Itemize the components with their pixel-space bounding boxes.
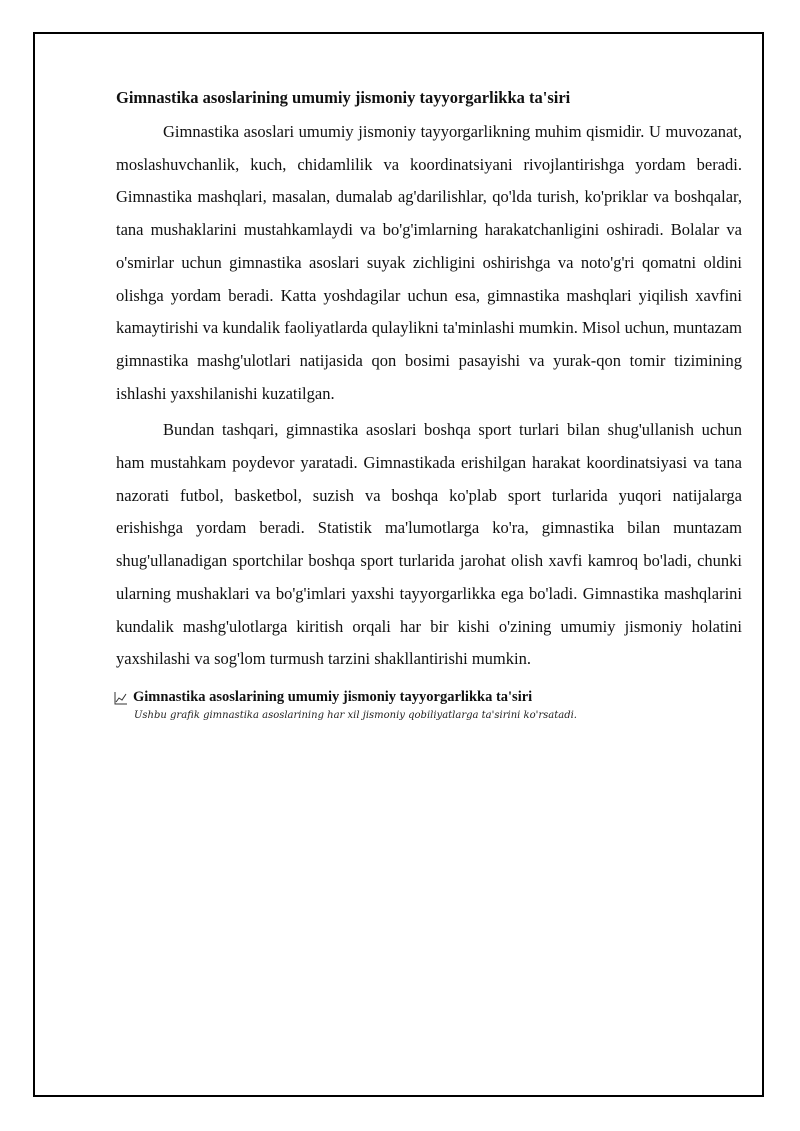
figure-title: Gimnastika asoslarining umumiy jismoniy tayyorgarlikka ta'siri bbox=[133, 688, 533, 705]
chart-increasing-icon bbox=[114, 690, 128, 704]
figure-caption: Ushbu grafik gimnastika asoslarining har xil jismoniy qobiliyatlarga ta'sirini ko'rsatadi. bbox=[134, 709, 577, 721]
paragraph-2: Bundan tashqari, gimnastika asoslari boshqa sport turlari bilan shug'ullanish uchun ham mustahkam poydevor yaratadi. Gimnastikada erishilgan harakat koordinatsiyasi va tana nazorati futbol, basketbol, suzish va boshqa ko'plab sport turlarida yuqori natijalarga erishishga yordam beradi. Statistik ma'lumotlarga ko'ra, gimnastika bilan muntazam shug'ullanadigan sportchilar boshqa sport turlarida jarohat olish xavfi kamroq bo'ladi, chunki ularning mushaklari va bo'g'imlari yaxshi tayyorgarlikka ega bo'ladi. Gimnastika mashqlarini kundalik mashg'ulotlarga kiritish orqali har bir kishi o'zining umumiy jismoniy holatini yaxshilashi va sog'lom turmush tarzini shakllantirishi mumkin. bbox=[116, 420, 742, 669]
document-heading: Gimnastika asoslarining umumiy jismoniy tayyorgarlikka ta'siri bbox=[116, 88, 571, 107]
paragraph-1: Gimnastika asoslari umumiy jismoniy tayyorgarlikning muhim qismidir. U muvozanat, moslashuvchanlik, kuch, chidamlilik va koordinatsiyani rivojlantirishga yordam beradi. Gimnastika mashqlari, masalan, dumalab ag'darilishlar, qo'lda turish, ko'priklar va boshqalar, tana mushaklarini mustahkamlaydi va bo'g'imlarning harakatchanligini oshiradi. Bolalar va o'smirlar uchun gimnastika asoslari suyak zichligini oshirishga va noto'g'ri qomatni oldini olishga yordam beradi. Katta yoshdagilar uchun esa, gimnastika mashqlari yiqilish xavfini kamaytirishi va kundalik faoliyatlarda qulaylikni ta'minlashi mumkin. Misol uchun, muntazam gimnastika mashg'ulotlari natijasida qon bosimi pasayishi va yurak-qon tomir tizimining ishlashi yaxshilanishi kuzatilgan. bbox=[116, 122, 742, 403]
figure-title-row bbox=[114, 686, 742, 708]
figure bbox=[114, 686, 742, 721]
document-body bbox=[116, 86, 742, 721]
